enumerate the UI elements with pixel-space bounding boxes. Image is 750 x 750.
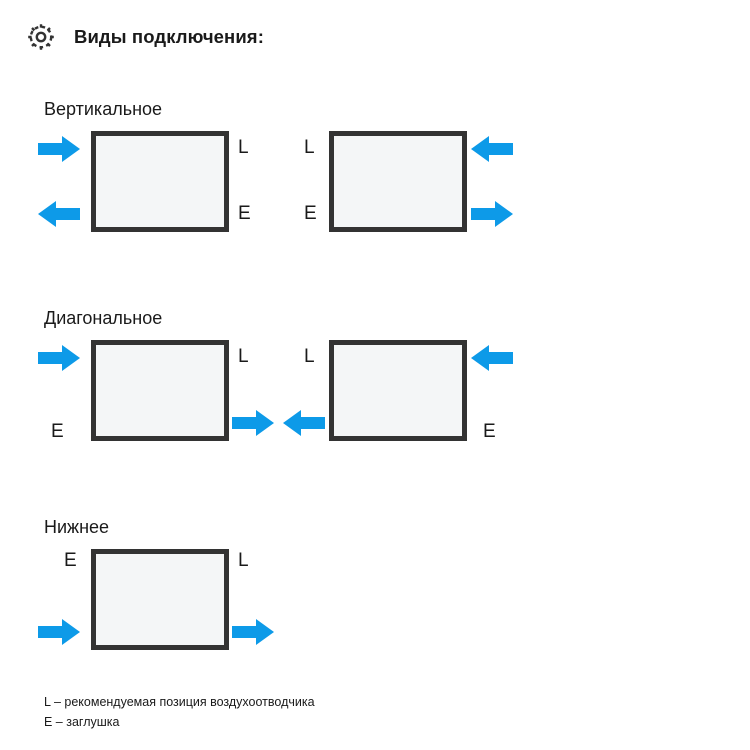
label-bottom-E: E (64, 550, 77, 571)
legend-line-2: E – заглушка (44, 715, 120, 729)
arrow-vertical-left-bottom-out (38, 201, 80, 227)
label-diagonal-right-L: L (304, 346, 315, 367)
section-title-diagonal: Диагональное (44, 308, 163, 328)
header (26, 22, 264, 52)
label-diagonal-left-E: E (51, 421, 64, 442)
label-vertical-left-E: E (238, 203, 251, 224)
label-vertical-right-E: E (304, 203, 317, 224)
arrow-vertical-left-top-in (38, 136, 80, 162)
section-title-vertical: Вертикальное (44, 99, 163, 119)
section-title-bottom: Нижнее (44, 517, 110, 537)
radiator-diagonal-right (329, 340, 467, 441)
arrow-diagonal-right-bottom-out (283, 410, 325, 436)
arrow-bottom-right-out (232, 619, 274, 645)
radiator-bottom-left (91, 549, 229, 650)
legend-line-1: L – рекомендуемая позиция воздухоотводчика (44, 695, 315, 709)
label-diagonal-left-L: L (238, 346, 249, 367)
label-bottom-L: L (238, 550, 249, 571)
arrow-vertical-right-top-in (471, 136, 513, 162)
gear-icon (26, 22, 56, 52)
radiator-diagonal-left (91, 340, 229, 441)
arrow-diagonal-left-bottom-out (232, 410, 274, 436)
arrow-diagonal-right-top-in (471, 345, 513, 371)
label-diagonal-right-E: E (483, 421, 496, 442)
arrow-diagonal-left-top-in (38, 345, 80, 371)
label-vertical-left-L: L (238, 137, 249, 158)
page-title: Виды подключения: (74, 26, 264, 47)
arrow-vertical-right-bottom-out (471, 201, 513, 227)
legend (44, 692, 315, 732)
arrow-bottom-left-in (38, 619, 80, 645)
radiator-vertical-right (329, 131, 467, 232)
radiator-vertical-left (91, 131, 229, 232)
label-vertical-right-L: L (304, 137, 315, 158)
